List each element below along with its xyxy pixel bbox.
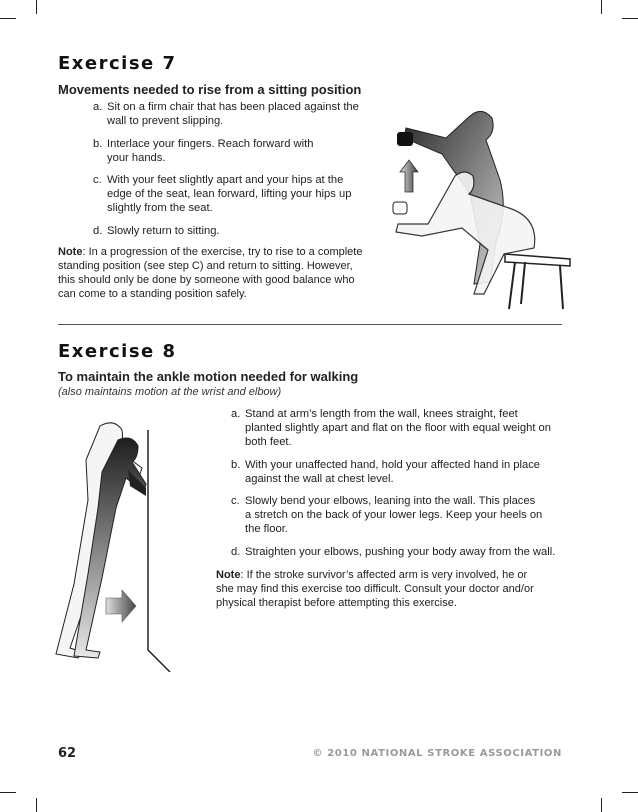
step-text: With your feet slightly apart and your hips at the — [107, 174, 344, 186]
exercise-8-subtitle: To maintain the ankle motion needed for walking — [58, 369, 359, 384]
exercise-8-title: Exercise 8 — [58, 341, 177, 362]
arrow-up-icon — [400, 160, 418, 192]
page-number: 62 — [58, 746, 77, 761]
exercise-8-subtitle-note: (also maintains motion at the wrist and elbow) — [58, 386, 282, 398]
copyright-footer: © 2010 NATIONAL STROKE ASSOCIATION — [312, 748, 562, 759]
exercise-7-step-d — [93, 224, 220, 238]
step-label: d. — [93, 225, 103, 237]
step-label: c. — [231, 495, 240, 507]
note-text: this should only be done by someone with good balance who — [58, 274, 355, 286]
crop-mark — [36, 0, 37, 14]
exercise-7-step-a — [93, 100, 359, 128]
crop-mark — [601, 0, 602, 14]
sit-to-stand-illustration — [375, 104, 575, 314]
step-text: slightly from the seat. — [107, 202, 213, 214]
step-text: a stretch on the back of your lower legs. Keep your heels on — [245, 509, 543, 521]
exercise-7-step-c — [93, 173, 351, 215]
crop-mark — [36, 798, 37, 812]
crop-mark — [622, 18, 638, 19]
crop-mark — [622, 792, 638, 793]
step-label: a. — [231, 408, 241, 420]
note-text: : In a progression of the exercise, try to rise to a complete — [82, 246, 363, 258]
note-text: : If the stroke survivor’s affected arm is very involved, he or — [240, 569, 528, 581]
step-text: against the wall at chest level. — [245, 473, 394, 485]
note-text: standing position (see step C) and return to sitting. However, — [58, 260, 353, 272]
exercise-8-step-d — [231, 545, 555, 559]
step-text: Slowly return to sitting. — [107, 225, 220, 237]
section-divider — [58, 324, 562, 325]
step-label: a. — [93, 101, 103, 113]
exercise-7-title: Exercise 7 — [58, 53, 177, 74]
step-label: d. — [231, 546, 241, 558]
step-label: b. — [231, 459, 241, 471]
exercise-7-subtitle: Movements needed to rise from a sitting position — [58, 82, 362, 97]
crop-mark — [0, 792, 16, 793]
note-text: can come to a standing position safely. — [58, 288, 247, 300]
step-text: Sit on a firm chair that has been placed against the — [107, 101, 359, 113]
exercise-7-step-b — [93, 137, 313, 165]
step-text: the floor. — [245, 523, 288, 535]
note-text: physical therapist before attempting this exercise. — [216, 597, 457, 609]
step-text: planted slightly apart and flat on the floor with equal weight on — [245, 422, 551, 434]
note-text: she may find this exercise too difficult. Consult your doctor and/or — [216, 583, 534, 595]
step-text: Interlace your fingers. Reach forward with — [107, 138, 314, 150]
exercise-8-note — [216, 568, 562, 610]
step-text: your hands. — [107, 152, 166, 164]
step-text: Straighten your elbows, pushing your body away from the wall. — [245, 546, 556, 558]
exercise-8-step-b — [231, 458, 540, 486]
step-text: Slowly bend your elbows, leaning into the wall. This places — [245, 495, 536, 507]
arrow-right-icon — [106, 590, 136, 622]
exercise-8-step-c — [231, 494, 542, 536]
step-text: Stand at arm’s length from the wall, knees straight, feet — [245, 408, 518, 420]
step-text: With your unaffected hand, hold your affected hand in place — [245, 459, 541, 471]
wall-push-illustration — [52, 410, 212, 672]
step-text: both feet. — [245, 436, 292, 448]
exercise-8-step-a — [231, 407, 551, 449]
crop-mark — [0, 18, 16, 19]
step-text: edge of the seat, lean forward, lifting your hips up — [107, 188, 352, 200]
step-label: b. — [93, 138, 103, 150]
note-label: Note — [216, 569, 241, 581]
step-label: c. — [93, 174, 102, 186]
step-text: wall to prevent slipping. — [107, 115, 224, 127]
crop-mark — [601, 798, 602, 812]
exercise-7-note — [58, 245, 370, 301]
note-label: Note — [58, 246, 83, 258]
